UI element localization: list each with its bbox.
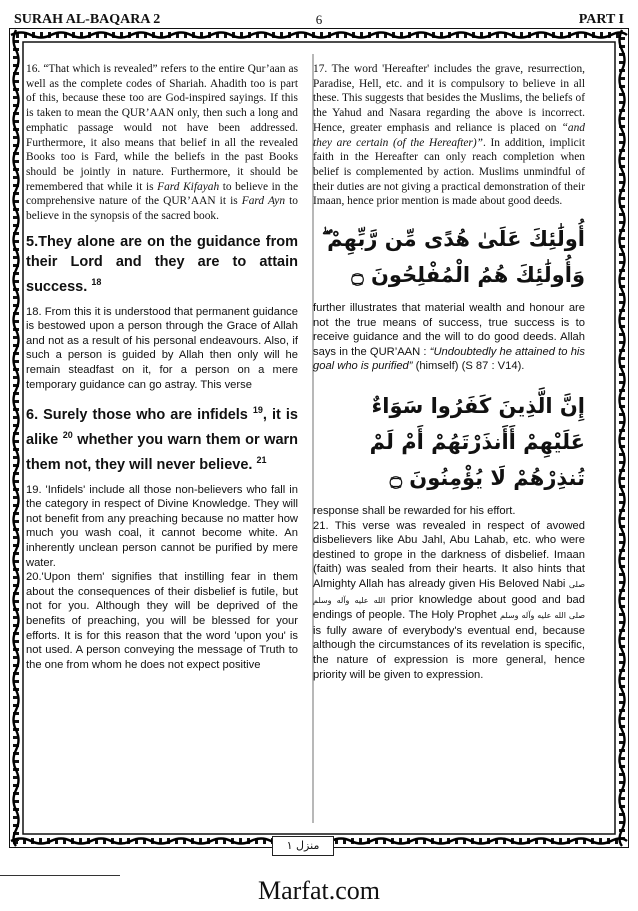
- surah-title: SURAH AL-BAQARA 2: [14, 12, 161, 27]
- note-17: 17. The word 'Hereafter' includes the grave, resurrection, Paradise, Hell, etc. and it is compulsory to believe in all these. This suggests that besides the Muslims, the beliefs of the Yahud and Nasara regarding the above is incorrect. Hence, greater emphasis and reliance is placed on “and they are certain (of the Hereafter)”. In addition, implicit faith in the Hereafter can only reach completion when belief is complemented by action. Muslims unmindful of their duties are not giving a practical demonstration of their Imaan, hence prior mention is made about good deeds.: [313, 63, 585, 208]
- note-16: 16. “That which is revealed” refers to the entire Qur’aan as well as the complete codes of Shariah. Ahadith too is part of this, because these too are God-inspired sayings. If this is taken to mean the QUR’AAN only, then such a long and emphatic passage would not have been addressed. Furthermore, it also means that belief in all the revealed Books too is Fard, while the beliefs in the past Books should be jointly in nature. Furthermore, it should be remembered that while it is Fard Kifayah to believe in the comprehensive nature of the QUR’AAN it is Fard Ayn to believe in the synopsis of the sacred book.: [26, 63, 298, 223]
- manzil-marker: منزل ۱: [272, 836, 334, 856]
- note-19: 19. 'Infidels' include all those non-believers who fall in the category in respect of Divine Knowledge. They will not benefit from any preaching because no matter how much you wash coal, it cannot become white. An inherently unclean person cannot be purified by mere water.: [26, 483, 298, 569]
- note-18-continued: further illustrates that material wealth and honour are not the true means of success, true success is to receive guidance and the will to do good deeds. Allah says in the QUR’AAN : “Undoubtedly he attained to his goal who is purified” (himself) (S 87 : V14).: [313, 302, 585, 373]
- note-20-continued: response shall be rewarded for his effort.: [313, 505, 516, 517]
- page-body: [26, 62, 611, 817]
- note-20: 20.'Upon them' signifies that instilling fear in them about the consequences of their disbelief is futile, but not for you. Although they will be deprived of the benefits of preaching, you will be blessed for your efforts. It is for this reason that the word 'upon you' is not used. A person conveying the message of Truth to the one from whom he does not expect positive: [26, 571, 298, 671]
- page-header: [14, 10, 624, 30]
- arabic-verse-6: إِنَّ الَّذِينَ كَفَرُوا سَوَاءٌ عَلَيْهِمْ أَأَنذَرْتَهُمْ أَمْ لَمْ تُنذِرْهُمْ لَا يُؤْمِنُونَ ۝: [369, 394, 585, 490]
- page-number: 6: [315, 12, 323, 27]
- verse-5-translation: 5.They alone are on the guidance from their Lord and they are to attain success. $^{18}$: [26, 233, 298, 295]
- right-column: [313, 62, 585, 682]
- watermark-site: Marfat.com: [257, 876, 380, 905]
- part-label: PART I: [578, 12, 624, 27]
- arabic-verse-5: أُولَٰئِكَ عَلَىٰ هُدًى مِّن رَّبِّهِمْ ۖ وَأُولَٰئِكَ هُمُ الْمُفْلِحُونَ ۝: [321, 227, 585, 288]
- left-column: [26, 62, 298, 672]
- note-18: 18. From this it is understood that permanent guidance is bestowed upon a person through the Grace of Allah and not as a result of his personal endeavours. Also, if such a person is guided by Allah then only will he remain steadfast on it, for a person on a mere temporary guidance can go astray. This verse: [26, 305, 298, 391]
- note-21: 21. This verse was revealed in respect of avowed disbelievers like Abu Jahl, Abu Lahab, etc. who were destined to grope in the darkness of disbelief. Imaan (faith) was sealed from their hearts. It also hints that Almighty Allah has already given His Beloved Nabi صلى الله عليه وآله وسلم prior knowledge about good and bad endings of people. The Holy Prophet صلى الله عليه وآله وسلم is fully aware of everybody's eventual end, because although the circumstances of its revelation is specific, the nature of expression is more general, hence priority will be given to expression.: [313, 519, 586, 681]
- verse-6-translation: 6. Surely those who are infidels $^{19}$, it is alike $^{20}$ whether you warn them or warn them not, they will never believe. $^{21}$: [26, 405, 299, 473]
